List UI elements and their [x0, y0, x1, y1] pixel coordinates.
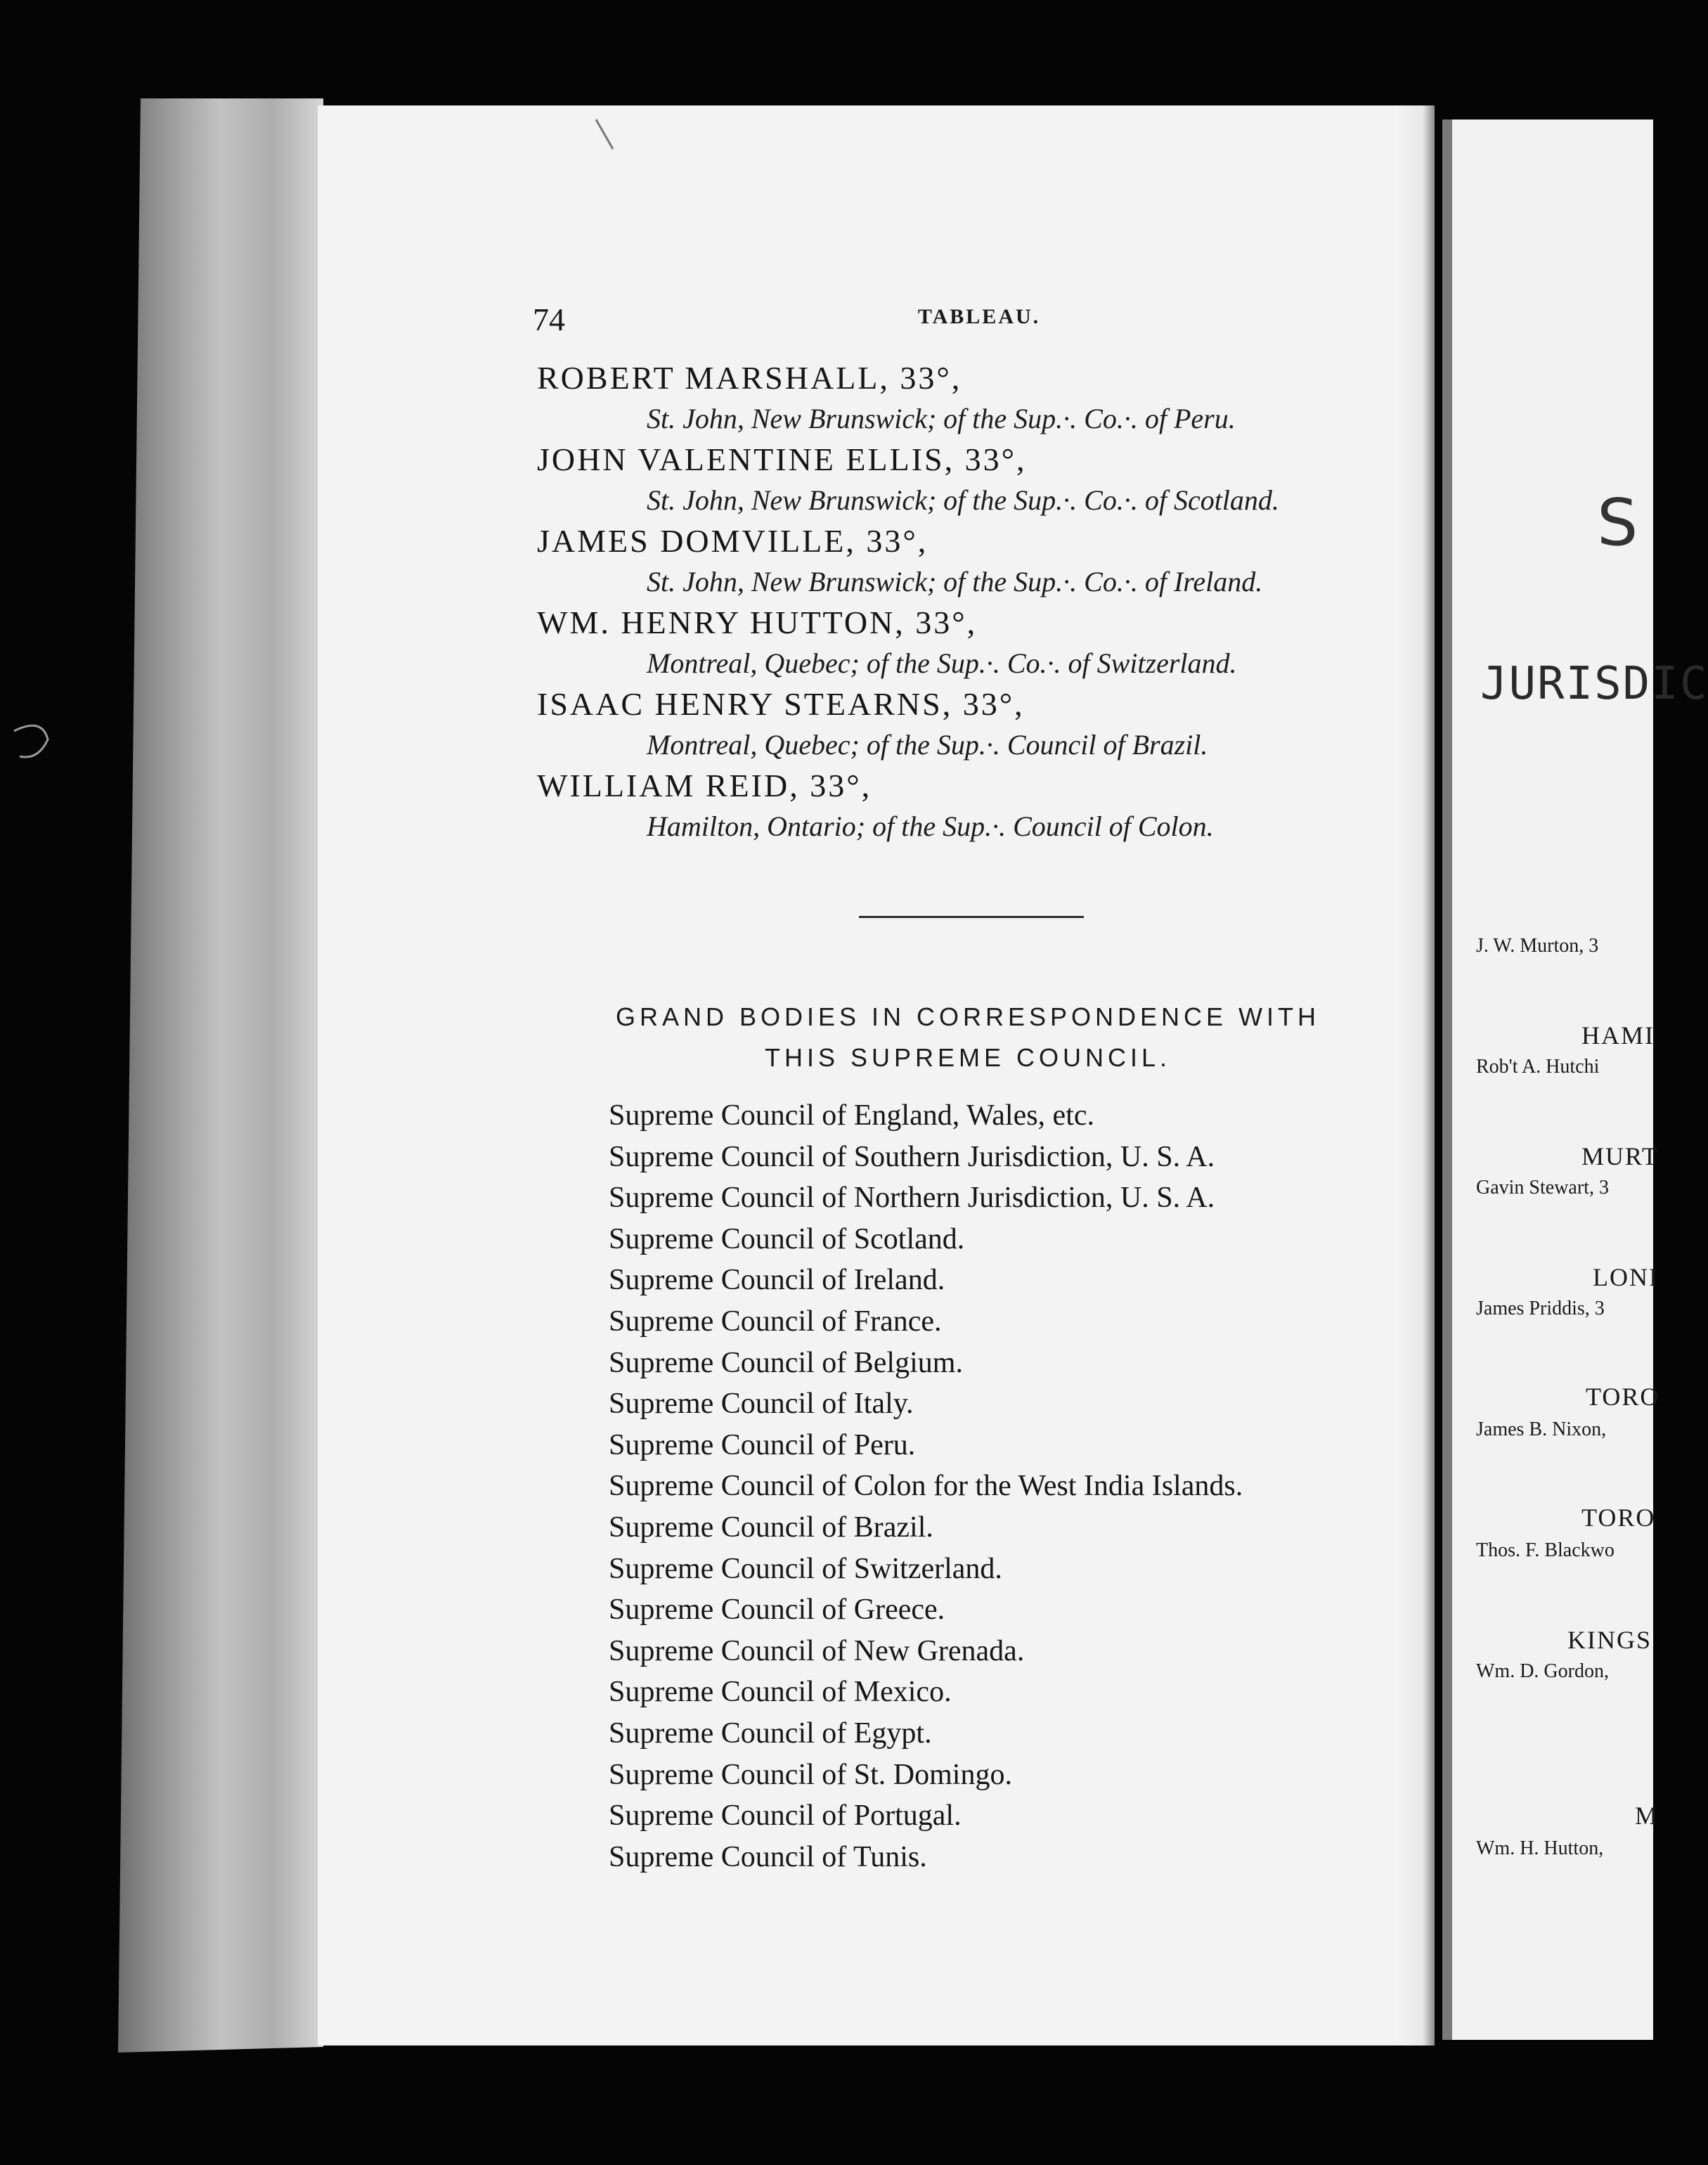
member-list [537, 357, 1399, 846]
right-page-person: James B. Nixon, [1476, 1418, 1607, 1440]
council-item: Supreme Council of Brazil. [609, 1511, 933, 1544]
right-page-person: Gavin Stewart, 3 [1476, 1177, 1609, 1198]
member-name: ISAAC HENRY STEARNS, 33°, [537, 686, 1025, 722]
right-page-person: J. W. Murton, 3 [1476, 935, 1599, 957]
member-detail: St. John, New Brunswick; of the Sup.·. Co.·. of Ireland. [647, 566, 1263, 597]
grand-bodies-heading-line2: THIS SUPREME COUNCIL. [764, 1043, 1172, 1072]
right-page-large-letter: S [1597, 485, 1638, 560]
council-item: Supreme Council of Northern Jurisdiction, U. S. A. [609, 1182, 1215, 1215]
council-item: Supreme Council of Italy. [609, 1388, 914, 1421]
member-entry [537, 602, 1399, 683]
member-detail: Hamilton, Ontario; of the Sup.·. Council of Colon. [647, 810, 1214, 842]
council-item: Supreme Council of Ireland. [609, 1264, 945, 1297]
member-entry [537, 683, 1399, 765]
member-entry [537, 520, 1399, 602]
council-item: Supreme Council of Mexico. [609, 1676, 952, 1709]
council-item: Supreme Council of Peru. [609, 1428, 916, 1461]
council-item: Supreme Council of Tunis. [609, 1840, 927, 1873]
right-page-city: LONI [1593, 1263, 1659, 1291]
member-detail: Montreal, Quebec; of the Sup.·. Co.·. of Switzerland. [647, 647, 1237, 679]
member-name: JOHN VALENTINE ELLIS, 33°, [537, 441, 1027, 477]
council-item: Supreme Council of Belgium. [609, 1346, 963, 1379]
right-page-person: Thos. F. Blackwo [1476, 1539, 1615, 1561]
running-title: TABLEAU. [917, 305, 1041, 328]
council-item: Supreme Council of St. Domingo. [609, 1758, 1012, 1791]
grand-bodies-heading [541, 997, 1395, 1078]
page-number: 74 [533, 302, 565, 337]
member-entry [537, 357, 1399, 439]
right-page-city: M [1635, 1802, 1660, 1830]
council-item: Supreme Council of France. [609, 1305, 942, 1338]
grand-bodies-heading-line1: GRAND BODIES IN CORRESPONDENCE WITH [615, 1002, 1321, 1031]
member-entry [537, 439, 1399, 520]
council-item: Supreme Council of Portugal. [609, 1799, 962, 1833]
right-page [1445, 119, 1656, 2040]
council-item: Supreme Council of New Grenada. [609, 1634, 1025, 1667]
council-item: Supreme Council of Southern Jurisdiction, U. S. A. [609, 1140, 1215, 1173]
member-name: WILLIAM REID, 33°, [537, 768, 872, 803]
member-name: WM. HENRY HUTTON, 33°, [537, 605, 978, 640]
right-page-city: MURT [1581, 1142, 1659, 1170]
council-item: Supreme Council of Egypt. [609, 1717, 932, 1750]
right-page-person: Rob't A. Hutchi [1476, 1056, 1600, 1078]
council-list [609, 1095, 1396, 1878]
right-page-person: Wm. D. Gordon, [1476, 1660, 1609, 1682]
council-item: Supreme Council of Scotland. [609, 1222, 965, 1255]
right-page-city: TORO [1581, 1504, 1656, 1532]
member-entry [537, 765, 1399, 846]
right-page-heading-fragment: JURISDIC [1480, 658, 1708, 710]
section-divider-rule [859, 916, 1084, 918]
right-page-city: KINGS [1567, 1626, 1652, 1654]
council-item: Supreme Council of England, Wales, etc. [609, 1099, 1095, 1132]
page-stack-edge [118, 98, 323, 2053]
right-page-person: James Priddis, 3 [1476, 1298, 1605, 1319]
member-name: JAMES DOMVILLE, 33°, [537, 523, 929, 559]
right-page-city: TORO [1586, 1383, 1660, 1411]
right-page-person: Wm. H. Hutton, [1476, 1837, 1604, 1859]
page-header [533, 301, 1397, 343]
member-detail: Montreal, Quebec; of the Sup.·. Council of Brazil. [647, 729, 1208, 761]
member-name: ROBERT MARSHALL, 33°, [537, 360, 962, 396]
right-page-city: HAMI [1581, 1021, 1655, 1049]
council-item: Supreme Council of Switzerland. [609, 1552, 1002, 1585]
member-detail: St. John, New Brunswick; of the Sup.·. Co.·. of Scotland. [647, 484, 1279, 516]
council-item: Supreme Council of Colon for the West India Islands. [609, 1470, 1243, 1503]
council-item: Supreme Council of Greece. [609, 1594, 945, 1627]
member-detail: St. John, New Brunswick; of the Sup.·. Co.·. of Peru. [647, 403, 1236, 434]
